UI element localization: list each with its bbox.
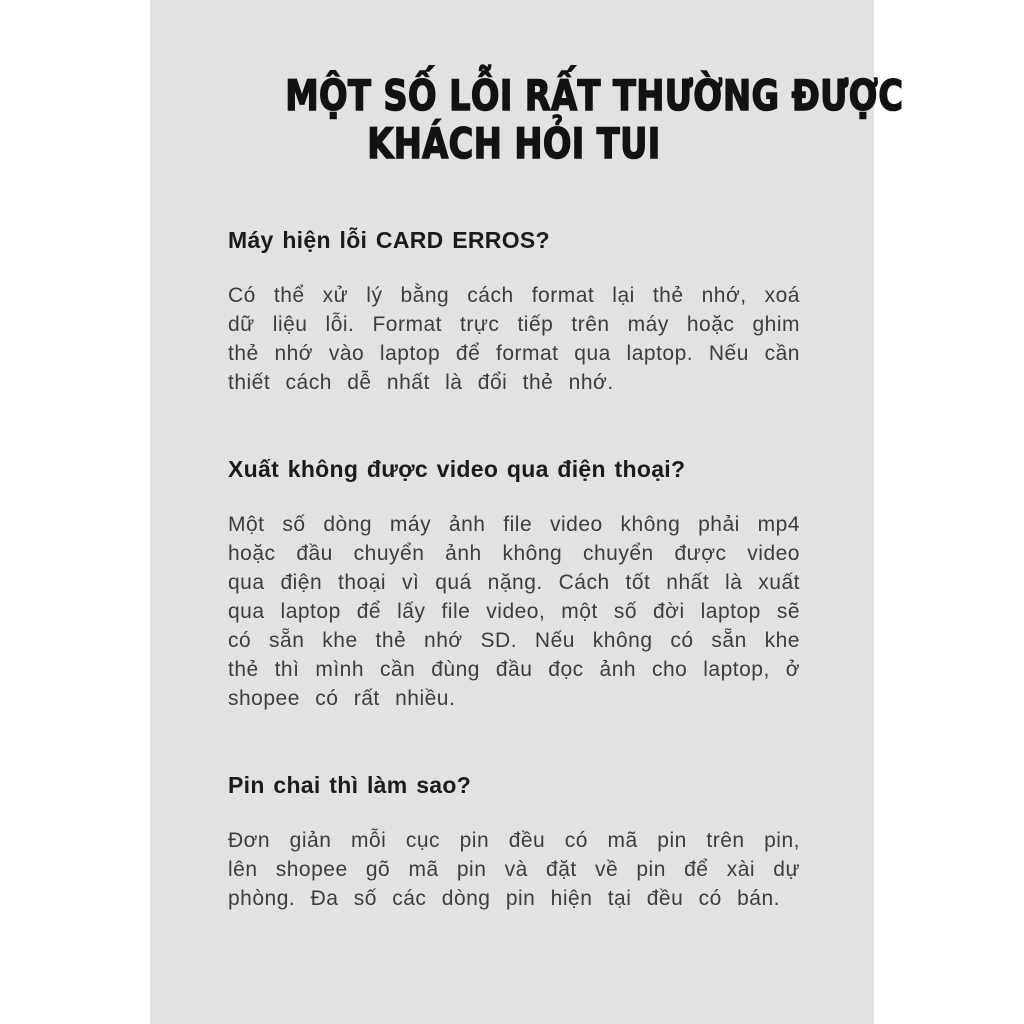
answer-text: Có thể xử lý bằng cách format lại thẻ nhớ, xoá dữ liệu lỗi. Format trực tiếp trên máy hoặc ghim thẻ nhớ vào laptop để format qua laptop. Nếu cần thiết cách dễ nhất là đổi thẻ nhớ. — [228, 284, 800, 394]
flyer-panel — [150, 0, 904, 1024]
page-title-line-2: KHÁCH HỎI TUI — [367, 119, 661, 168]
answer-text: Một số dòng máy ảnh file video không phải mp4 hoặc đầu chuyển ảnh không chuyển được video qua điện thoại vì quá nặng. Cách tốt nhất là xuất qua laptop để lấy file video, một số đời laptop sẽ có sẵn khe thẻ nhớ SD. Nếu không có sẵn khe thẻ thì mình cần đùng đầu đọc ảnh cho laptop, ở shopee có rất nhiều. — [228, 513, 800, 710]
faq-section-card-error — [228, 225, 800, 397]
page-title-line-1: MỘT SỐ LỖI RẤT THƯỜNG ĐƯỢC — [285, 71, 904, 120]
faq-section-video-export — [228, 454, 800, 713]
question-heading: Máy hiện lỗi CARD ERROS? — [228, 227, 550, 253]
question-heading: Pin chai thì làm sao? — [228, 772, 472, 798]
faq-section-battery — [228, 770, 800, 913]
answer-text: Đơn giản mỗi cục pin đều có mã pin trên pin, lên shopee gõ mã pin và đặt về pin để xài dự phòng. Đa số các dòng pin hiện tại đều có bán. — [228, 829, 800, 910]
page-title — [285, 0, 904, 168]
question-heading: Xuất không được video qua điện thoại? — [228, 456, 686, 482]
